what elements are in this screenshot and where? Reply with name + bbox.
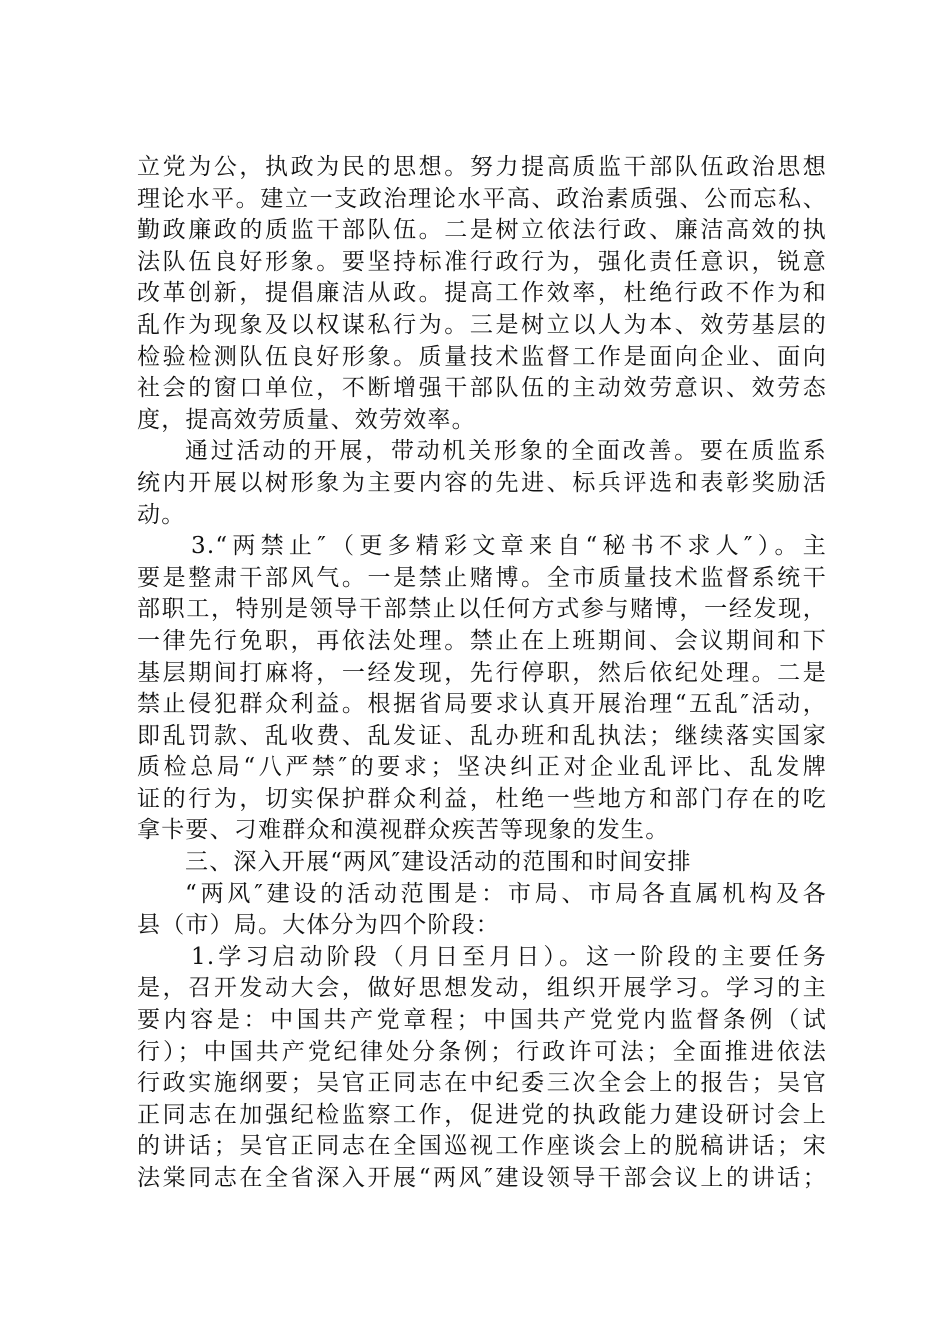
text-line: 拿卡要、刁难群众和漠视群众疾苦等现象的发生。: [137, 817, 670, 844]
text-line: 证的行为，切实保护群众利益，杜绝一些地方和部门存在的吃: [137, 785, 827, 812]
text-line: 即乱罚款、乱收费、乱发证、乱办班和乱执法；继续落实国家: [137, 722, 827, 749]
text-line: 行政实施纲要；吴官正同志在中纪委三次全会上的报告；吴官: [137, 1070, 827, 1097]
text-line: 禁止侵犯群众利益。根据省局要求认真开展治理“五乱″活动，: [137, 691, 827, 718]
text-line: 行）；中国共产党纪律处分条例；行政许可法；全面推进依法: [137, 1038, 827, 1065]
section-heading: 三、深入开展“两风″建设活动的范围和时间安排: [185, 849, 692, 876]
text-line: 动。: [137, 501, 186, 528]
text-line: 的讲话；吴官正同志在全国巡视工作座谈会上的脱稿讲话；宋: [137, 1133, 827, 1160]
text-line: 检验检测队伍良好形象。质量技术监督工作是面向企业、面向: [137, 343, 827, 370]
text-line: 法棠同志在全省深入开展“两风″建设领导干部会议上的讲话；: [137, 1165, 827, 1191]
text-line: 正同志在加强纪检监察工作，促进党的执政能力建设研讨会上: [137, 1101, 827, 1128]
text-line: 3.“两禁止″（更多精彩文章来自“秘书不求人″）。主: [191, 533, 827, 560]
text-line: 基层期间打麻将，一经发现，先行停职，然后依纪处理。二是: [137, 659, 827, 686]
text-line: 要是整肃干部风气。一是禁止赌博。全市质量技术监督系统干: [137, 564, 827, 591]
text-line: 法队伍良好形象。要坚持标准行政行为，强化责任意识，锐意: [137, 248, 827, 275]
text-line: 改革创新，提倡廉洁从政。提高工作效率，杜绝行政不作为和: [137, 280, 827, 307]
text-line: “两风″建设的活动范围是：市局、市局各直属机构及各: [185, 880, 827, 907]
text-line: 勤政廉政的质监干部队伍。二是树立依法行政、廉洁高效的执: [137, 217, 827, 244]
body-text: [137, 152, 827, 1195]
text-line: 乱作为现象及以权谋私行为。三是树立以人为本、效劳基层的: [137, 311, 827, 338]
text-line: 是，召开发动大会，做好思想发动，组织开展学习。学习的主: [137, 975, 827, 1002]
text-line: 度，提高效劳质量、效劳效率。: [137, 406, 476, 433]
text-line: 立党为公，执政为民的思想。努力提高质监干部队伍政治思想: [137, 154, 827, 180]
text-line: 一律先行免职，再依法处理。禁止在上班期间、会议期间和下: [137, 627, 827, 654]
text-line: 社会的窗口单位，不断增强干部队伍的主动效劳意识、效劳态: [137, 375, 827, 402]
text-line: 部职工，特别是领导干部禁止以任何方式参与赌博，一经发现，: [137, 596, 827, 623]
text-line: 理论水平。建立一支政治理论水平高、政治素质强、公而忘私、: [137, 185, 827, 212]
text-line: 通过活动的开展，带动机关形象的全面改善。要在质监系: [185, 438, 827, 465]
text-line: 质检总局“八严禁″的要求；坚决纠正对企业乱评比、乱发牌: [137, 754, 827, 781]
text-line: 1.学习启动阶段（月日至月日）。这一阶段的主要任务: [191, 943, 827, 970]
text-line: 县（市）局。大体分为四个阶段：: [137, 912, 500, 939]
text-line: 统内开展以树形象为主要内容的先进、标兵评选和表彰奖励活: [137, 469, 827, 496]
text-line: 要内容是：中国共产党章程；中国共产党党内监督条例（试: [137, 1007, 827, 1034]
